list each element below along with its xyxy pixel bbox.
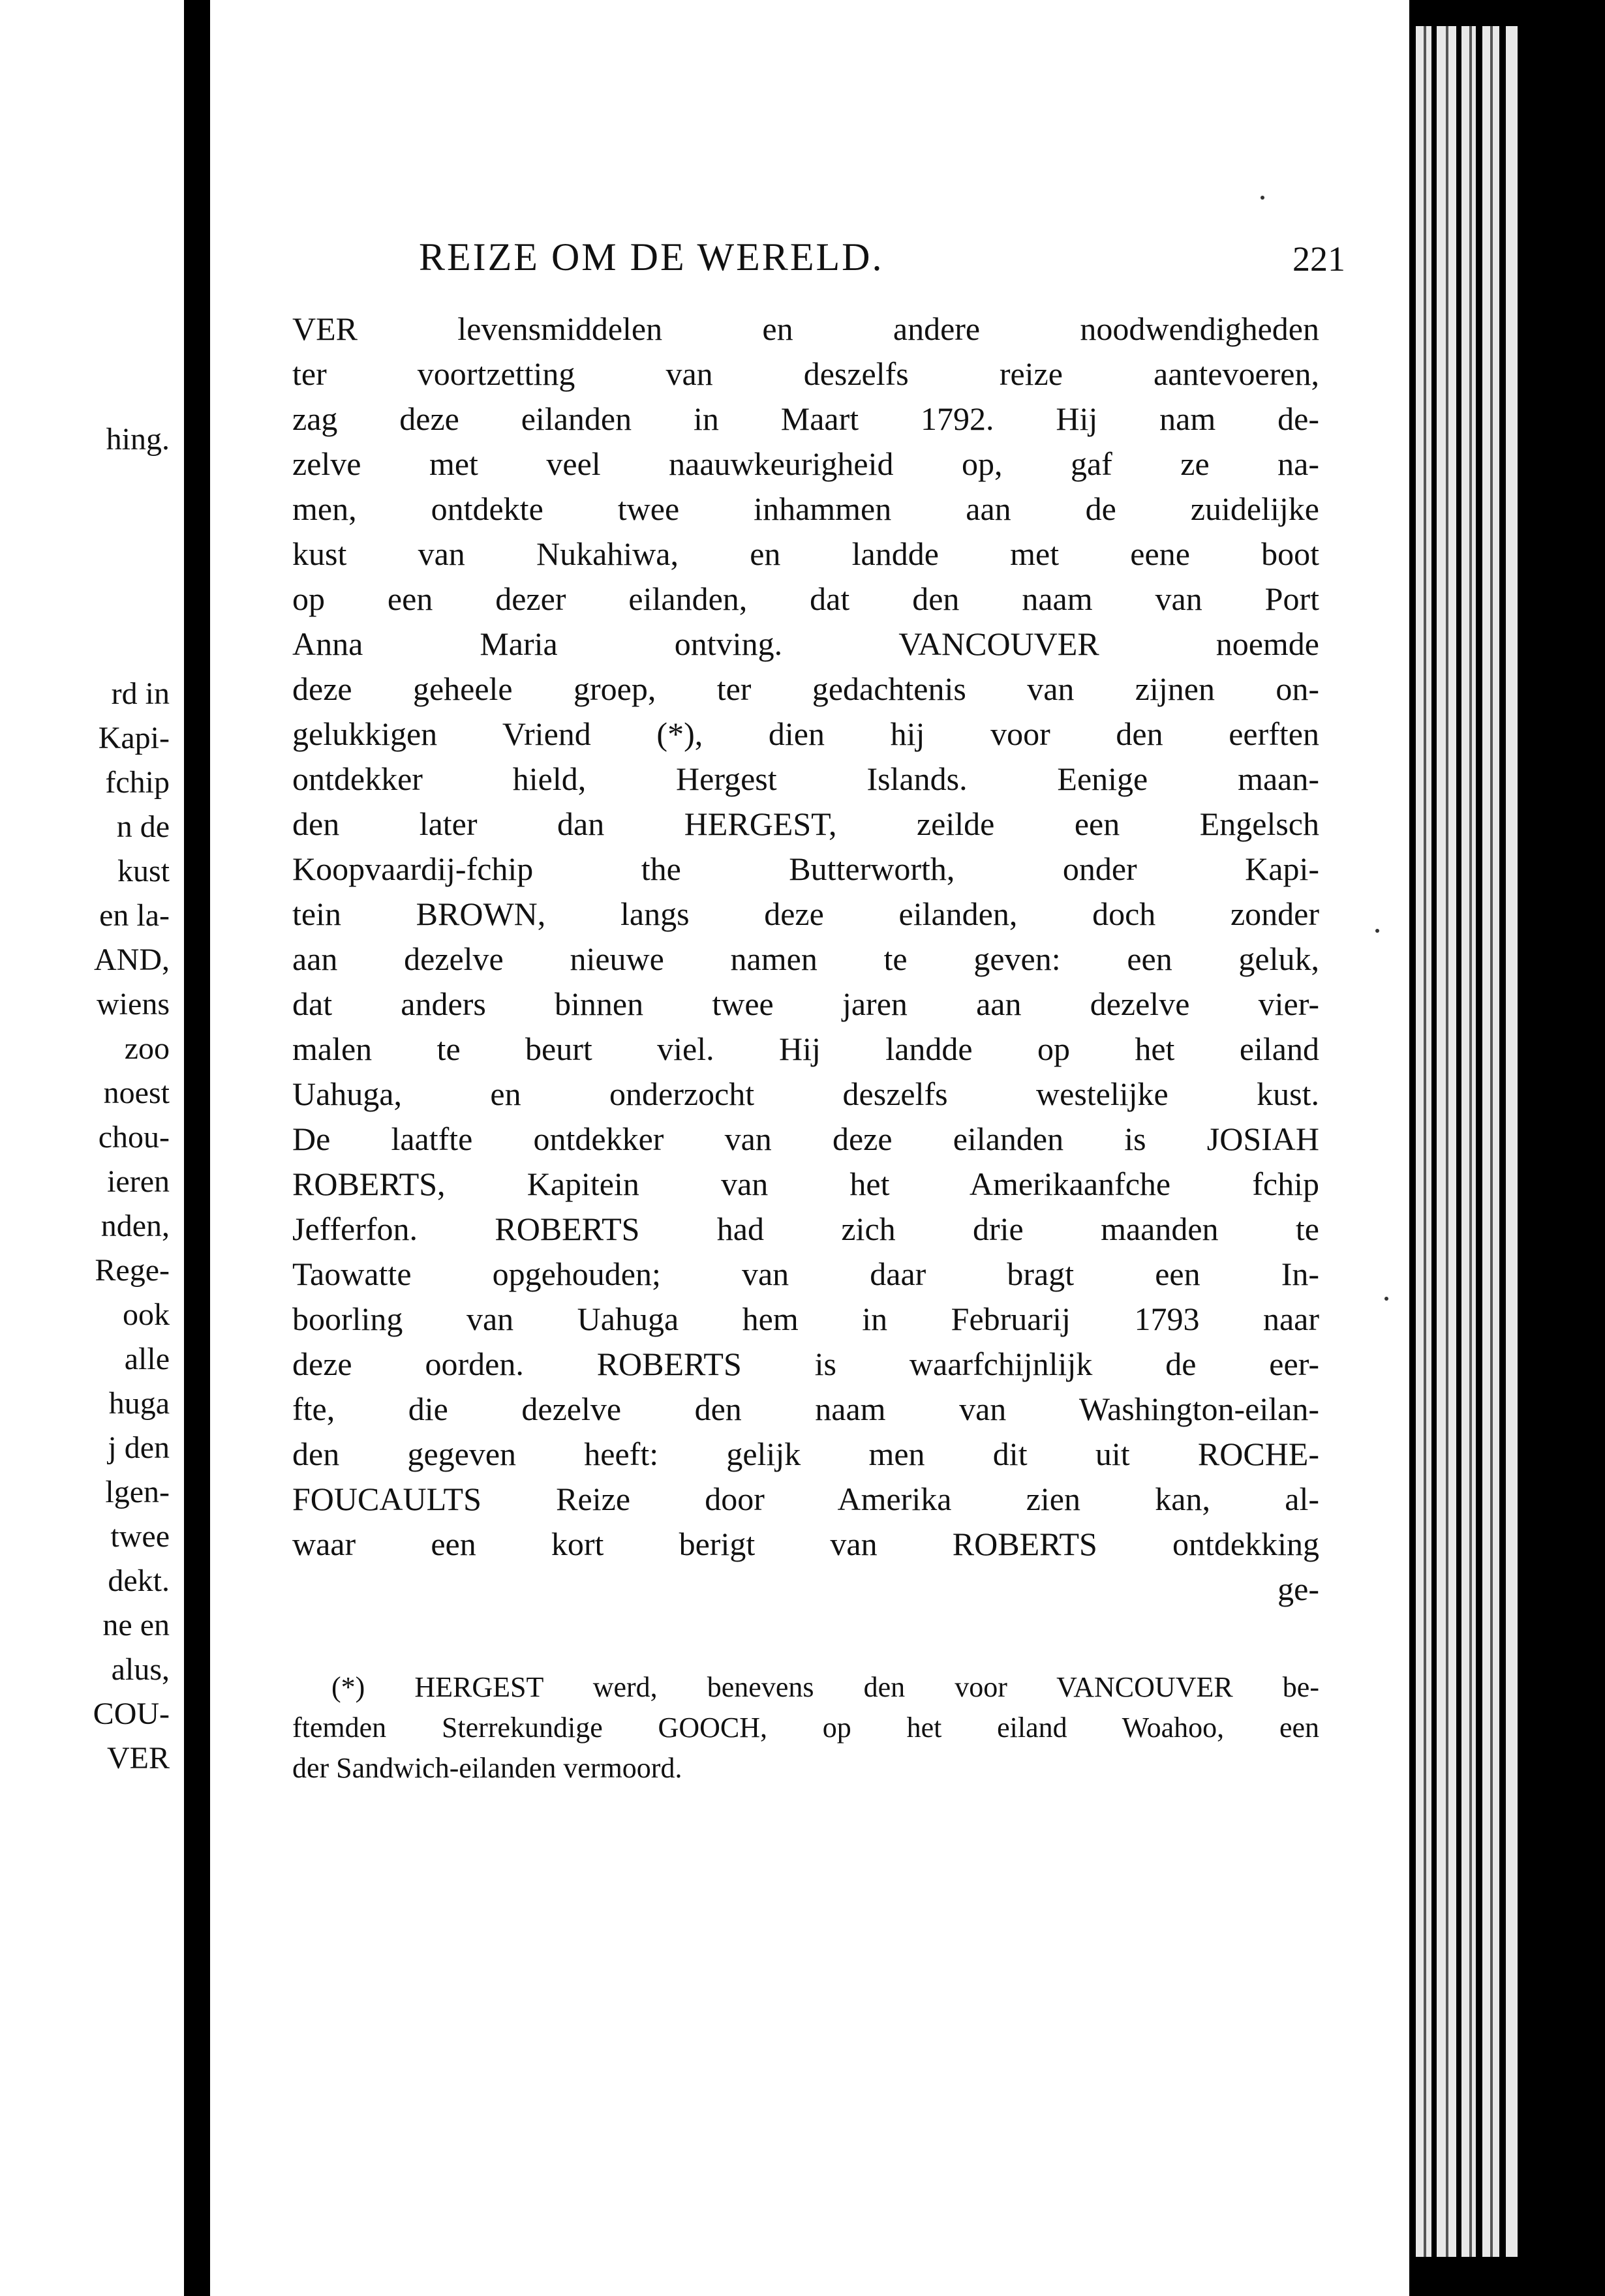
text-line: den later dan HERGEST, zeilde een Engelsch [292,806,1319,842]
text-line: zelve met veel naauwkeurigheid op, gaf ze na- [292,446,1319,482]
previous-page-line: noest [103,1076,170,1110]
page-number: 221 [1292,239,1345,279]
text-line: ter voortzetting van deszelfs reize aantevoeren, [292,355,1319,392]
text-line: op een dezer eilanden, dat den naam van Port [292,581,1319,617]
footnote-line: der Sandwich-eilanden vermoord. [292,1752,682,1784]
previous-page-line: chou- [98,1120,170,1155]
footnote [292,1667,1319,1789]
previous-page-line: lgen- [105,1475,170,1509]
edge-stripe [1490,26,1493,2257]
text-line: zag deze eilanden in Maart 1792. Hij nam de- [292,400,1319,437]
paper-speck [1384,1297,1388,1301]
text-line: Taowatte opgehouden; van daar bragt een In- [292,1256,1319,1292]
text-line: FOUCAULTS Reize door Amerika zien kan, al- [292,1481,1319,1517]
previous-page-lines [0,0,184,2296]
edge-stripe [1469,26,1472,2257]
previous-page-line: Kapi- [98,721,170,755]
text-line: deze geheele groep, ter gedachtenis van zijnen on- [292,671,1319,707]
text-line: waar een kort berigt van ROBERTS ontdekking [292,1526,1319,1562]
text-line: dat anders binnen twee jaren aan dezelve vier- [292,986,1319,1022]
previous-page-line: fchip [105,765,170,800]
text-line: deze oorden. ROBERTS is waarfchijnlijk de eer- [292,1346,1319,1382]
footnote-line: ftemden Sterrekundige GOOCH, op het eiland Woahoo, een [292,1712,1319,1744]
paper-speck [1261,196,1264,200]
edge-band [1461,26,1476,2257]
previous-page-line: ne en [102,1608,170,1642]
previous-page-line: AND, [94,943,170,977]
previous-page-line: rd in [111,676,170,711]
text-line: den gegeven heeft: gelijk men dit uit ROCHE- [292,1436,1319,1472]
previous-page-line: dekt. [108,1563,170,1598]
previous-page-line: zoo [124,1031,170,1066]
previous-page-line: ook [123,1297,170,1332]
text-line: Anna Maria ontving. VANCOUVER noemde [292,626,1319,662]
footnote-line: (*) HERGEST werd, benevens den voor VANCOUVER be- [331,1671,1319,1703]
previous-page-line: huga [108,1386,170,1421]
text-line: gelukkigen Vriend (*), dien hij voor den eerften [292,716,1319,752]
page-header [419,235,1345,287]
previous-page-line: hing. [106,422,170,457]
previous-page-fragment [0,0,184,2296]
catchword: ge- [1277,1571,1319,1607]
previous-page-line: n de [116,809,170,844]
edge-stripe [1446,26,1448,2257]
previous-page-line: wiens [97,987,170,1021]
previous-page-line: Rege- [95,1253,170,1288]
previous-page-line: VER [107,1741,170,1775]
previous-page-line: COU- [93,1697,170,1731]
previous-page-line: nden, [100,1209,170,1243]
text-line: kust van Nukahiwa, en landde met eene boot [292,536,1319,572]
text-line: Jefferfon. ROBERTS had zich drie maanden te [292,1211,1319,1247]
previous-page-line: alus, [111,1652,170,1687]
previous-page-line: kust [117,854,170,888]
previous-page-line: ieren [107,1164,170,1199]
previous-page-line: twee [110,1519,170,1554]
book-gutter [184,0,210,2296]
text-line: aan dezelve nieuwe namen te geven: een geluk, [292,941,1319,977]
edge-stripe [1424,26,1426,2257]
text-line: men, ontdekte twee inhammen aan de zuidelijke [292,491,1319,527]
text-line: De laatfte ontdekker van deze eilanden is JOSIAH [292,1121,1319,1157]
book-page [210,0,1409,2296]
previous-page-line: alle [124,1342,170,1376]
edge-band [1506,26,1518,2257]
text-line: VER levensmiddelen en andere noodwendigheden [292,310,1319,347]
text-line: boorling van Uahuga hem in Februarij 1793 naar [292,1301,1319,1337]
text-line: fte, die dezelve den naam van Washington-eilan- [292,1391,1319,1427]
page-block-edge [1409,0,1605,2296]
text-line: malen te beurt viel. Hij landde op het eiland [292,1031,1319,1067]
text-line: tein BROWN, langs deze eilanden, doch zonder [292,896,1319,932]
text-line: Uahuga, en onderzocht deszelfs westelijke kust. [292,1076,1319,1112]
running-title: REIZE OM DE WERELD. [419,235,884,279]
body-text [292,307,1319,1612]
text-line: ontdekker hield, Hergest Islands. Eenige maan- [292,761,1319,797]
previous-page-line: en la- [99,898,170,933]
text-line: ROBERTS, Kapitein van het Amerikaanfche fchip [292,1166,1319,1202]
text-line: Koopvaardij-fchip the Butterworth, onder Kapi- [292,851,1319,887]
previous-page-line: j den [108,1430,170,1465]
paper-speck [1375,929,1379,933]
